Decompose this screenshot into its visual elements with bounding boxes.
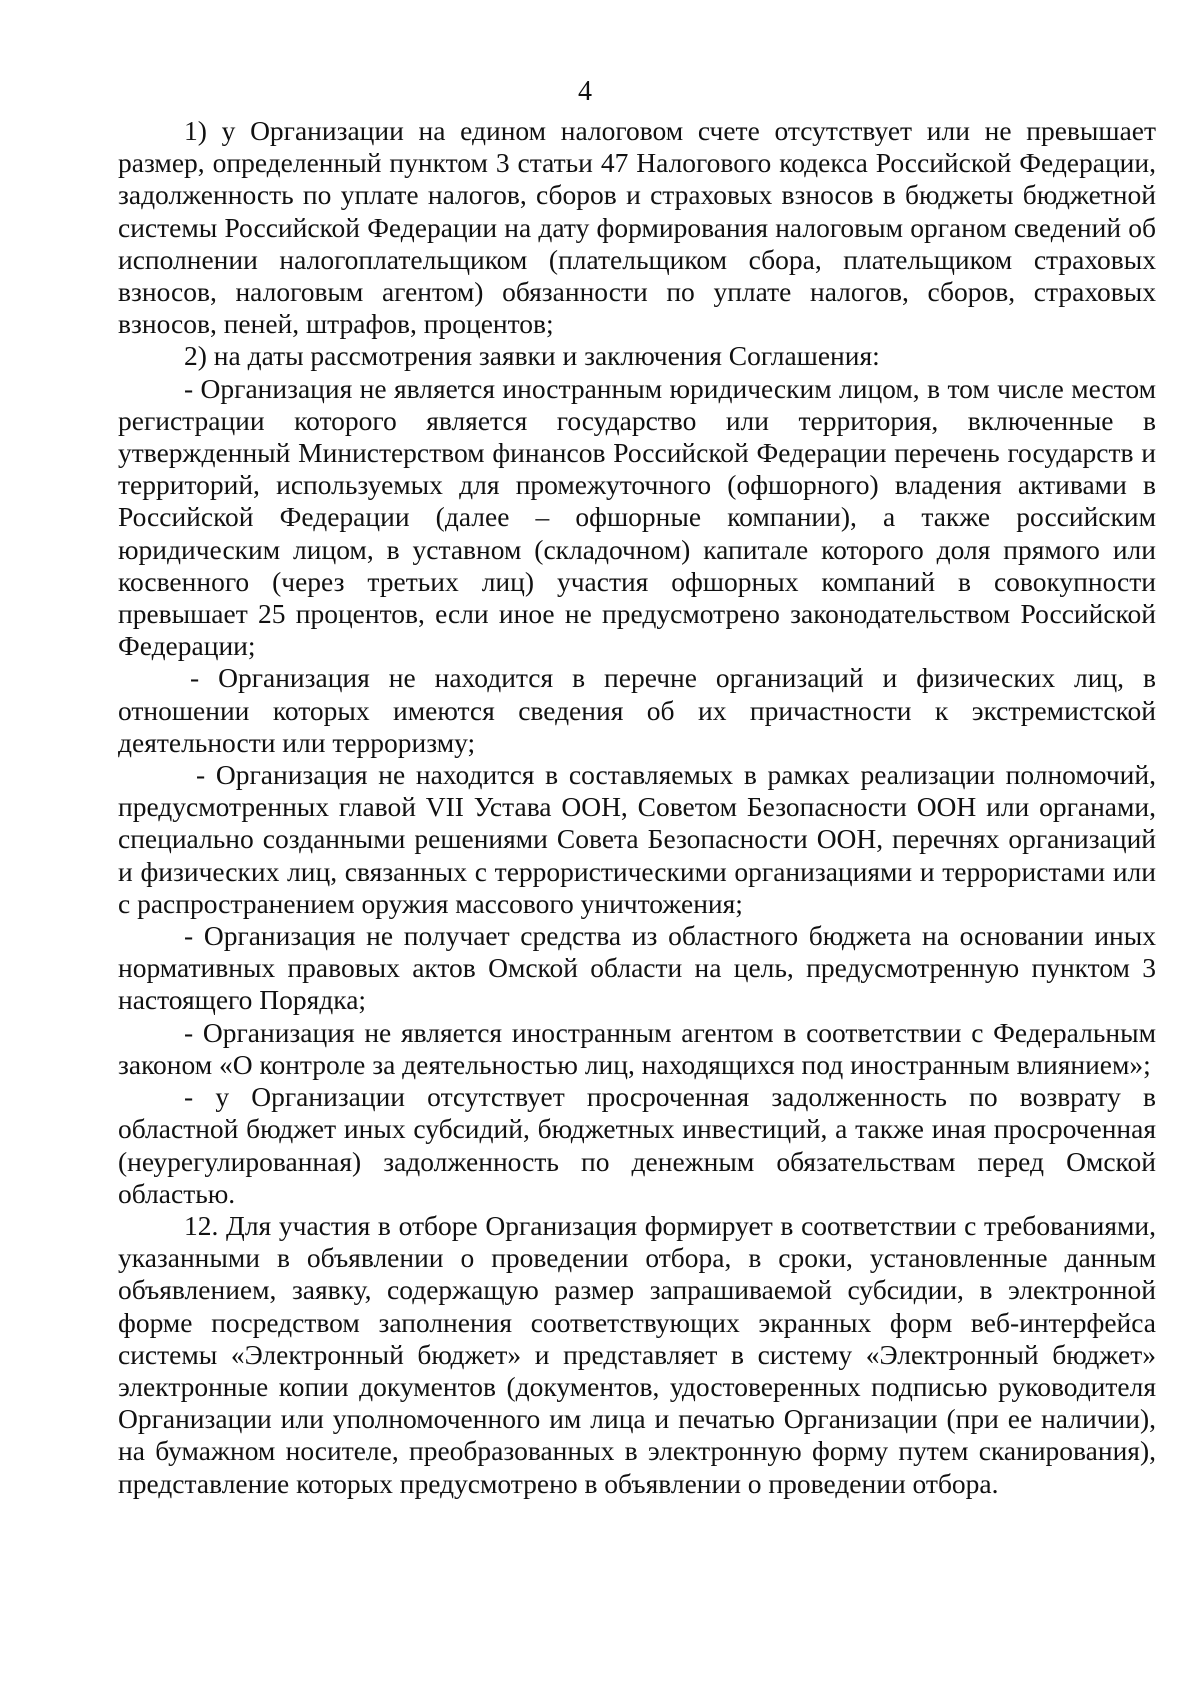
paragraph-item-12: 12. Для участия в отборе Организация формирует в соответствии с требованиями, указанными в объявлении о проведении отбора, в сроки, установленные данным объявлением, заявку, содержащую размер запрашиваемой субсидии, в электронной форме посредством заполнения соответствующих экранных форм веб-интерфейса системы «Электронный бюджет» и представляет в систему «Электронный бюджет» электронные копии документов (документов, удостоверенных подписью руководителя Организации или уполномоченного им лица и печатью Организации (при ее наличии), на бумажном носителе, преобразованных в электронную форму путем сканирования), представление которых предусмотрено в объявлении о проведении отбора.	[118, 1209, 1156, 1499]
paragraph-extremism-condition: - Организация не находится в перечне организаций и физических лиц, в отношении которых имеются сведения об их причастности к экстремистской деятельности или терроризму;	[118, 662, 1156, 758]
paragraph-overdue-debt-condition: - у Организации отсутствует просроченная задолженность по возврату в областной бюджет иных субсидий, бюджетных инвестиций, а также иная просроченная (неурегулированная) задолженность по денежным обязательствам перед Омской областью.	[118, 1081, 1156, 1209]
paragraph-subitem-2: 2) на даты рассмотрения заявки и заключения Соглашения:	[184, 340, 880, 372]
paragraph-other-funding-condition: - Организация не получает средства из областного бюджета на основании иных нормативных правовых актов Омской области на цель, предусмотренную пунктом 3 настоящего Порядка;	[118, 920, 1156, 1016]
paragraph-offshore-condition: - Организация не является иностранным юридическим лицом, в том числе местом регистрации которого является государство или территория, включенные в утвержденный Министерством финансов Российской Федерации перечень государств и территорий, используемых для промежуточного (офшорного) владения активами в Российской Федерации (далее – офшорные компании), а также российским юридическим лицом, в уставном (складочном) капитале которого доля прямого или косвенного (через третьих лиц) участия офшорных компаний в совокупности превышает 25 процентов, если иное не предусмотрено законодательством Российской Федерации;	[118, 372, 1156, 662]
paragraph-subitem-1: 1) у Организации на едином налоговом счете отсутствует или не превышает размер, определенный пунктом 3 статьи 47 Налогового кодекса Российской Федерации, задолженность по уплате налогов, сборов и страховых взносов в бюджеты бюджетной системы Российской Федерации на дату формирования налоговым органом сведений об исполнении налогоплательщиком (плательщиком сбора, плательщиком страховых взносов, налоговым агентом) обязанности по уплате налогов, сборов, страховых взносов, пеней, штрафов, процентов;	[118, 115, 1156, 340]
paragraph-un-sanctions-condition: - Организация не находится в составляемых в рамках реализации полномочий, предусмотренных главой VII Устава ООН, Советом Безопасности ООН или органами, специально созданными решениями Совета Безопасности ООН, перечнях организаций и физических лиц, связанных с террористическими организациями и террористами или с распространением оружия массового уничтожения;	[118, 759, 1156, 919]
page-number: 4	[578, 76, 592, 107]
paragraph-foreign-agent-condition: - Организация не является иностранным агентом в соответствии с Федеральным законом «О контроле за деятельностью лиц, находящихся под иностранным влиянием»;	[118, 1016, 1156, 1080]
document-body	[118, 115, 1156, 1500]
